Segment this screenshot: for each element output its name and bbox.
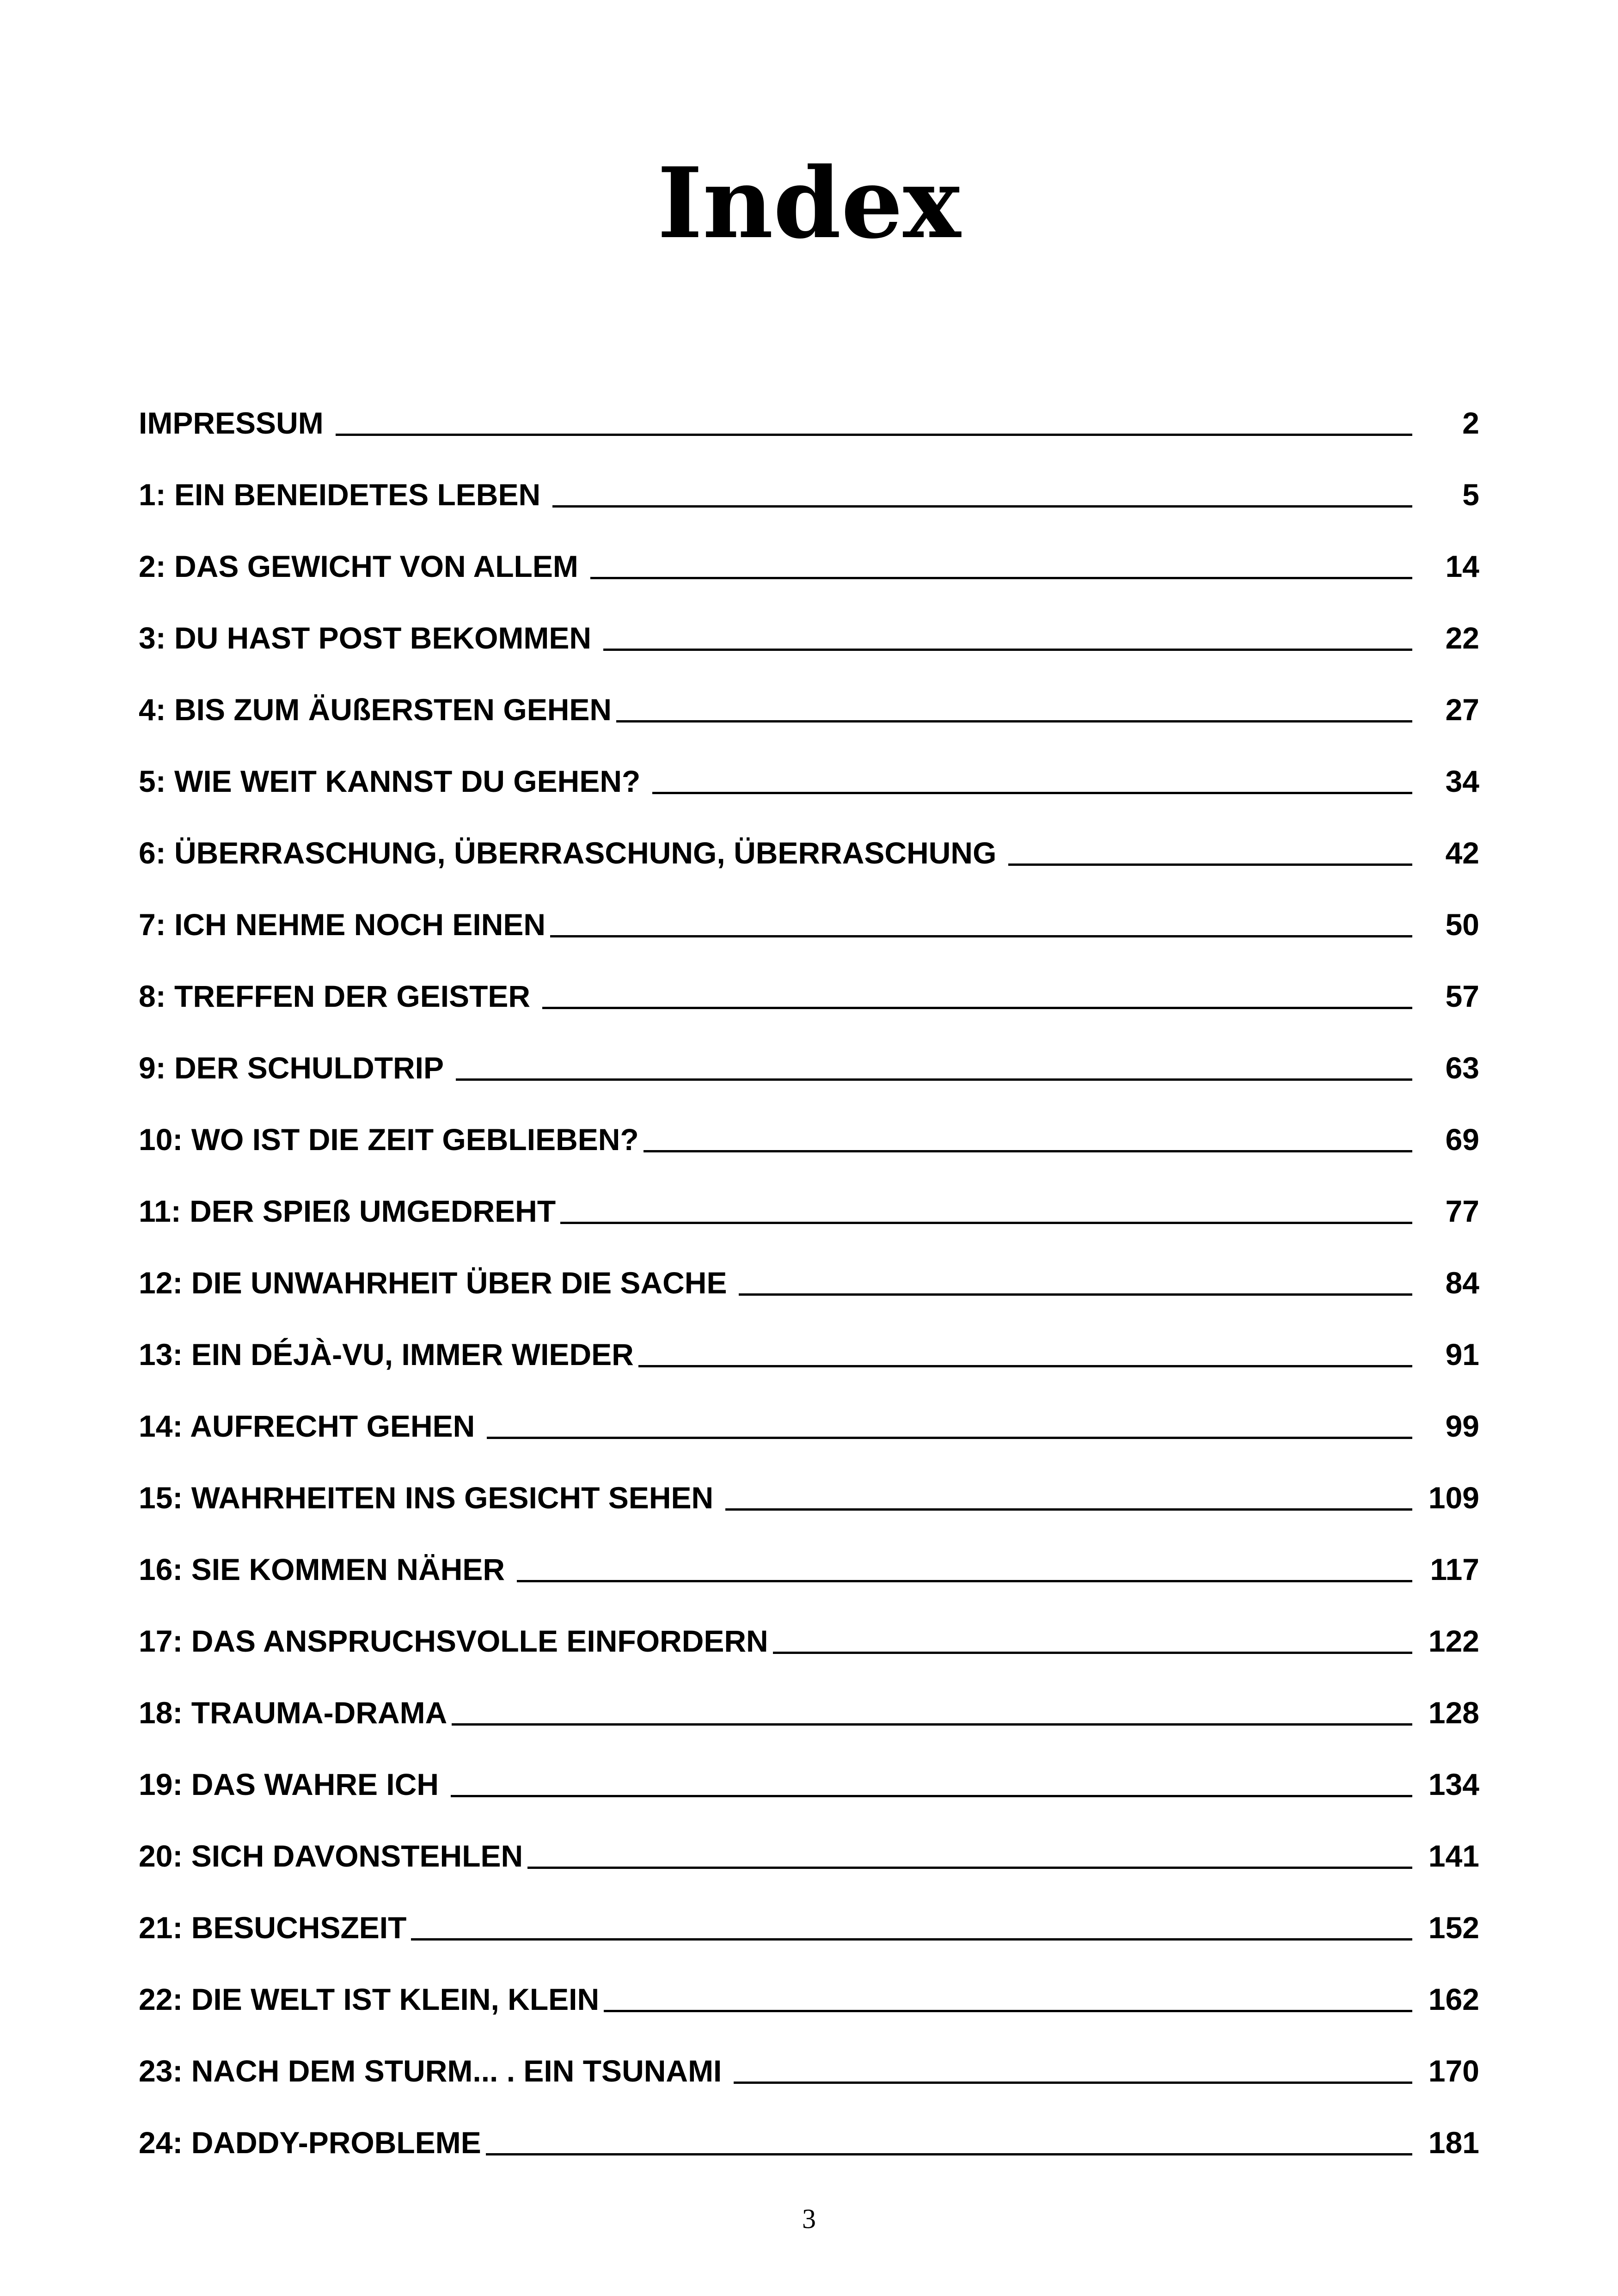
toc-leader-line	[550, 907, 1412, 937]
toc-entry-title: 12: DIE UNWAHRHEIT ÜBER DIE SACHE	[139, 1266, 727, 1300]
toc-entry-page: 14	[1445, 549, 1479, 583]
toc-entry-page: 181	[1428, 2125, 1479, 2160]
toc-leader-line	[1008, 836, 1412, 866]
toc-entry	[139, 871, 1479, 943]
toc-entry	[139, 1516, 1479, 1588]
toc-leader-line	[603, 621, 1412, 651]
toc-leader-line	[336, 406, 1412, 436]
toc-entry	[139, 1874, 1479, 1946]
toc-entry-title: 5: WIE WEIT KANNST DU GEHEN?	[139, 764, 641, 798]
toc-entry-title: 10: WO IST DIE ZEIT GEBLIEBEN?	[139, 1122, 639, 1157]
toc-entry-title: 20: SICH DAVONSTEHLEN	[139, 1839, 523, 1873]
toc-entry	[139, 585, 1479, 656]
toc-entry	[139, 2018, 1479, 2089]
toc-leader-line	[560, 1194, 1412, 1224]
toc-entry-title: 11: DER SPIEß UMGEDREHT	[139, 1194, 556, 1228]
toc-leader-line	[644, 1122, 1412, 1152]
toc-entry	[139, 441, 1479, 513]
toc-entry-title: 15: WAHRHEITEN INS GESICHT SEHEN	[139, 1481, 714, 1515]
toc-entry	[139, 370, 1479, 441]
toc-entry-title: 21: BESUCHSZEIT	[139, 1910, 407, 1945]
toc-entry-page: 134	[1428, 1767, 1479, 1801]
toc-entry	[139, 1373, 1479, 1445]
toc-entry-title: 14: AUFRECHT GEHEN	[139, 1409, 475, 1443]
toc-leader-line	[411, 1910, 1412, 1941]
toc-entry-page: 141	[1428, 1839, 1479, 1873]
toc-leader-line	[517, 1552, 1412, 1582]
toc-leader-line	[451, 1767, 1412, 1797]
toc-leader-line	[734, 2054, 1412, 2084]
toc-entry	[139, 1086, 1479, 1158]
toc-leader-line	[590, 549, 1412, 579]
page-title: Index	[657, 146, 961, 260]
toc-entry-page: 128	[1428, 1696, 1479, 1730]
toc-entry-title: 17: DAS ANSPRUCHSVOLLE EINFORDERN	[139, 1624, 768, 1658]
toc-entry	[139, 1803, 1479, 1874]
toc-entry-title: 16: SIE KOMMEN NÄHER	[139, 1552, 505, 1586]
toc-entry-page: 57	[1445, 979, 1479, 1013]
toc-leader-line	[773, 1624, 1412, 1654]
toc-entry-page: 170	[1428, 2054, 1479, 2088]
toc-entry-page: 50	[1445, 907, 1479, 942]
toc-entry	[139, 656, 1479, 728]
toc-entry	[139, 1659, 1479, 1731]
toc-entry-title: 2: DAS GEWICHT VON ALLEM	[139, 549, 578, 583]
toc-entry-title: 7: ICH NEHME NOCH EINEN	[139, 907, 546, 942]
toc-entry	[139, 800, 1479, 871]
toc-entry-page: 84	[1445, 1266, 1479, 1300]
toc-entry-page: 27	[1445, 692, 1479, 727]
toc-entry-title: 23: NACH DEM STURM... . EIN TSUNAMI	[139, 2054, 722, 2088]
table-of-contents	[139, 370, 1479, 2161]
toc-leader-line	[739, 1266, 1412, 1296]
toc-leader-line	[638, 1337, 1412, 1367]
toc-leader-line	[616, 692, 1412, 722]
toc-entry-page: 69	[1445, 1122, 1479, 1157]
toc-entry-title: 6: ÜBERRASCHUNG, ÜBERRASCHUNG, ÜBERRASCHUNG	[139, 836, 997, 870]
toc-entry-page: 2	[1462, 406, 1479, 440]
toc-leader-line	[452, 1696, 1412, 1726]
toc-leader-line	[456, 1051, 1412, 1081]
toc-entry	[139, 1301, 1479, 1373]
toc-entry	[139, 1946, 1479, 2018]
toc-entry-page: 5	[1462, 478, 1479, 512]
toc-entry	[139, 943, 1479, 1015]
toc-entry-title: 8: TREFFEN DER GEISTER	[139, 979, 531, 1013]
toc-entry-title: 24: DADDY-PROBLEME	[139, 2125, 481, 2160]
toc-entry-title: 18: TRAUMA-DRAMA	[139, 1696, 447, 1730]
toc-entry-title: 4: BIS ZUM ÄUßERSTEN GEHEN	[139, 692, 612, 727]
toc-entry	[139, 1158, 1479, 1230]
toc-entry-title: 1: EIN BENEIDETES LEBEN	[139, 478, 541, 512]
toc-entry-page: 63	[1445, 1051, 1479, 1085]
toc-entry	[139, 1015, 1479, 1086]
toc-entry-title: 13: EIN DÉJÀ-VU, IMMER WIEDER	[139, 1337, 634, 1371]
toc-entry	[139, 2089, 1479, 2161]
toc-entry	[139, 1230, 1479, 1301]
toc-leader-line	[604, 1982, 1412, 2012]
toc-entry-page: 152	[1428, 1910, 1479, 1945]
toc-entry-title: 19: DAS WAHRE ICH	[139, 1767, 439, 1801]
toc-leader-line	[552, 478, 1412, 508]
toc-entry-page: 109	[1428, 1481, 1479, 1515]
toc-entry-page: 42	[1445, 836, 1479, 870]
page-number: 3	[802, 2204, 816, 2234]
toc-entry-title: 9: DER SCHULDTRIP	[139, 1051, 444, 1085]
toc-entry-page: 162	[1428, 1982, 1479, 2016]
toc-entry-page: 99	[1445, 1409, 1479, 1443]
toc-leader-line	[542, 979, 1412, 1009]
toc-entry-page: 122	[1428, 1624, 1479, 1658]
toc-entry-page: 77	[1445, 1194, 1479, 1228]
toc-leader-line	[527, 1839, 1412, 1869]
toc-entry	[139, 1445, 1479, 1516]
toc-leader-line	[652, 764, 1412, 794]
toc-entry-page: 34	[1445, 764, 1479, 798]
toc-leader-line	[725, 1481, 1412, 1511]
toc-entry-page: 117	[1430, 1552, 1479, 1586]
toc-entry	[139, 1588, 1479, 1659]
toc-leader-line	[487, 1409, 1412, 1439]
toc-entry	[139, 1731, 1479, 1803]
toc-entry-title: 3: DU HAST POST BEKOMMEN	[139, 621, 592, 655]
toc-entry-page: 22	[1445, 621, 1479, 655]
toc-entry	[139, 728, 1479, 800]
toc-entry-page: 91	[1445, 1337, 1479, 1371]
toc-entry-title: 22: DIE WELT IST KLEIN, KLEIN	[139, 1982, 600, 2016]
toc-entry	[139, 513, 1479, 585]
toc-leader-line	[486, 2125, 1412, 2155]
toc-entry-title: IMPRESSUM	[139, 406, 324, 440]
